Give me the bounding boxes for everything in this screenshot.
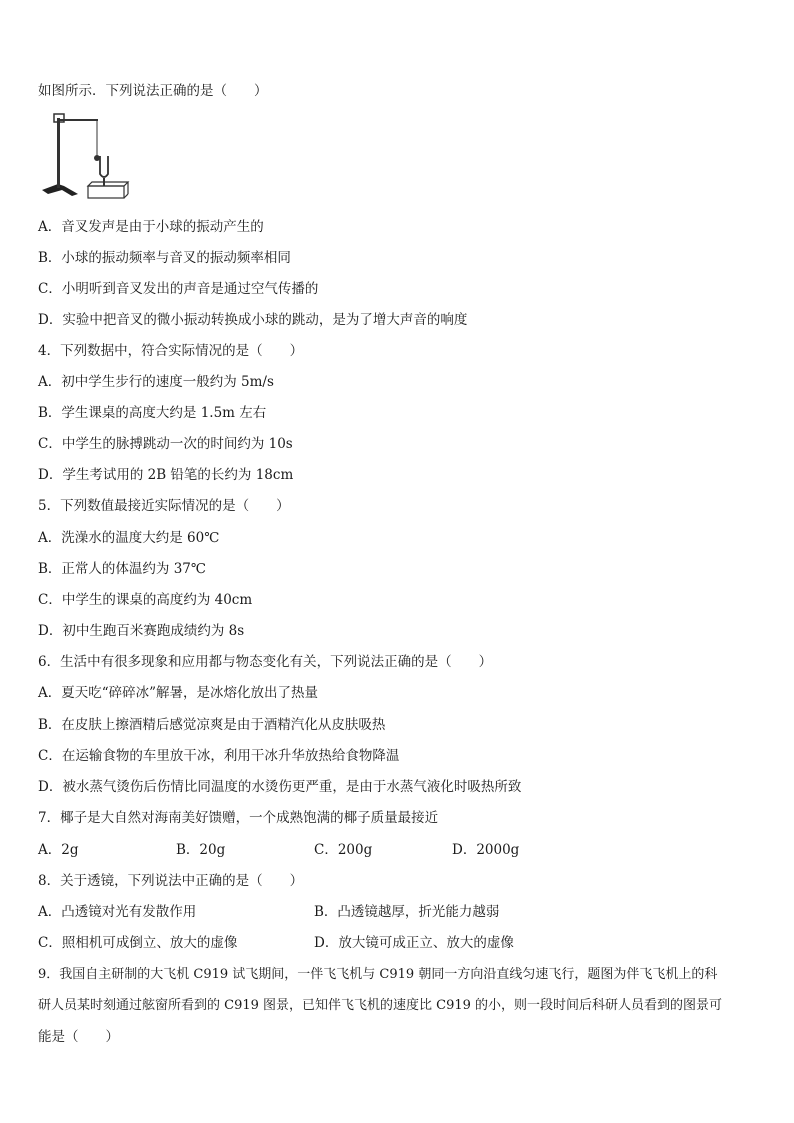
q8-option-c: C．照相机可成倒立、放大的虚像 xyxy=(38,935,238,951)
q8-option-a: A．凸透镜对光有发散作用 xyxy=(38,904,197,920)
q3-option-a: A．音叉发声是由于小球的振动产生的 xyxy=(38,219,264,235)
q8-stem: 8．关于透镜，下列说法中正确的是（ ） xyxy=(38,873,304,889)
q5-option-b: B．正常人的体温约为 37℃ xyxy=(38,561,206,577)
q3-option-c: C．小明听到音叉发出的声音是通过空气传播的 xyxy=(38,281,319,297)
q7-stem: 7．椰子是大自然对海南美好馈赠，一个成熟饱满的椰子质量最接近 xyxy=(38,810,439,826)
q8-option-d: D．放大镜可成正立、放大的虚像 xyxy=(314,935,514,951)
q7-option-b: B．20g xyxy=(176,842,226,858)
q3-stem: 如图所示．下列说法正确的是（ ） xyxy=(38,83,268,99)
q4-stem: 4．下列数据中，符合实际情况的是（ ） xyxy=(38,343,304,359)
q7-option-a: A．2g xyxy=(38,842,79,858)
q7-option-c: C．200g xyxy=(314,842,373,858)
q4-option-b: B．学生课桌的高度大约是 1.5m 左右 xyxy=(38,405,267,421)
q4-option-a: A．初中学生步行的速度一般约为 5m/s xyxy=(38,374,274,390)
q9-line-2: 研人员某时刻通过舷窗所看到的 C919 图景，已知伴飞飞机的速度比 C919 的小，则一段时间后科研人员看到的图景可 xyxy=(38,998,723,1013)
q8-option-b: B．凸透镜越厚，折光能力越弱 xyxy=(314,904,500,920)
tuning-fork-pendulum-figure xyxy=(40,112,132,200)
q6-option-d: D．被水蒸气烫伤后伤情比同温度的水烫伤更严重，是由于水蒸气液化时吸热所致 xyxy=(38,779,522,795)
q9-line-1: 9．我国自主研制的大飞机 C919 试飞期间，一伴飞飞机与 C919 朝同一方向沿直线匀速飞行，题图为伴飞飞机上的科 xyxy=(38,967,718,982)
q6-option-a: A．夏天吃“碎碎冰”解暑，是冰熔化放出了热量 xyxy=(38,685,319,701)
q5-option-a: A．洗澡水的温度大约是 60℃ xyxy=(38,530,220,546)
q9-line-3: 能是（ ） xyxy=(38,1029,119,1045)
q5-option-c: C．中学生的课桌的高度约为 40cm xyxy=(38,592,253,608)
q3-option-b: B．小球的振动频率与音叉的振动频率相同 xyxy=(38,250,291,266)
q6-option-b: B．在皮肤上擦酒精后感觉凉爽是由于酒精汽化从皮肤吸热 xyxy=(38,717,386,733)
q6-option-c: C．在运输食物的车里放干冰，利用干冰升华放热给食物降温 xyxy=(38,748,400,764)
q5-stem: 5．下列数值最接近实际情况的是（ ） xyxy=(38,498,290,514)
q3-option-d: D．实验中把音叉的微小振动转换成小球的跳动，是为了增大声音的响度 xyxy=(38,312,468,328)
q7-option-d: D．2000g xyxy=(452,842,520,858)
q6-stem: 6．生活中有很多现象和应用都与物态变化有关，下列说法正确的是（ ） xyxy=(38,654,493,670)
q4-option-c: C．中学生的脉搏跳动一次的时间约为 10s xyxy=(38,436,293,452)
q4-option-d: D．学生考试用的 2B 铅笔的长约为 18cm xyxy=(38,467,294,483)
q5-option-d: D．初中生跑百米赛跑成绩约为 8s xyxy=(38,623,245,639)
